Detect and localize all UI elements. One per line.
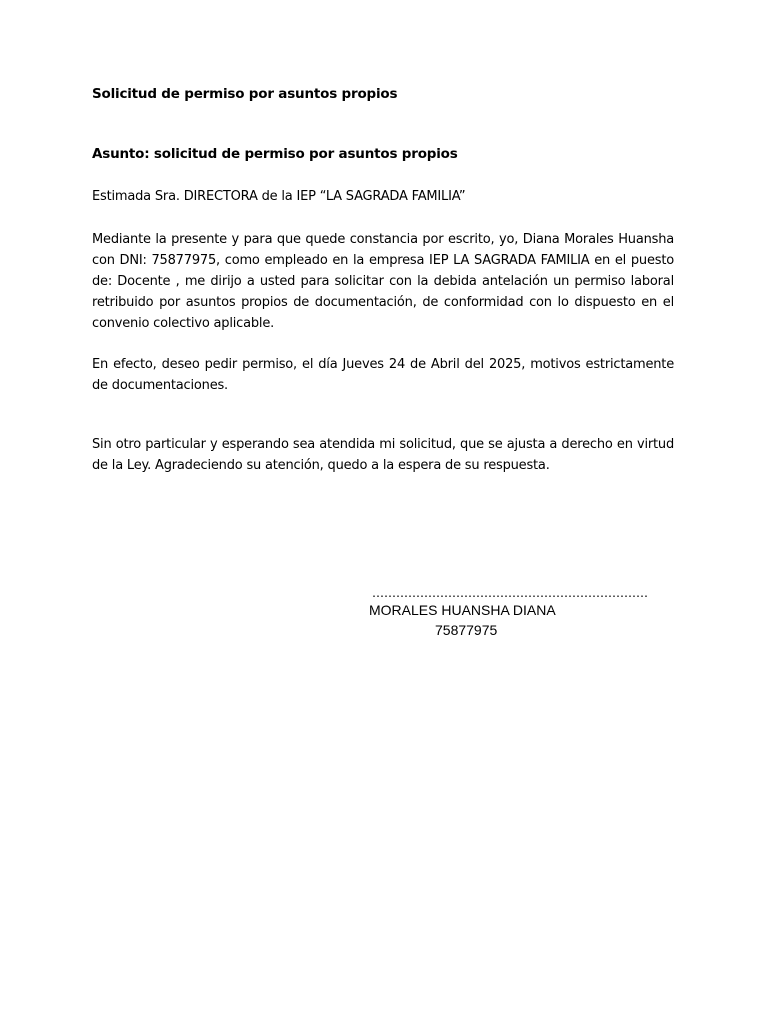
document-subject: Asunto: solicitud de permiso por asuntos propios <box>92 146 458 162</box>
signature-name: MORALES HUANSHA DIANA <box>369 602 556 618</box>
body-paragraph-request: Mediante la presente y para que quede constancia por escrito, yo, Diana Morales Huansha con DNI: 75877975, como empleado en la empresa IEP LA SAGRADA FAMILIA en el puesto de: Docente , me dirijo a usted para solicitar con la debida antelación un permiso laboral retribuido por asuntos propios de documentación, de conformidad con lo dispuesto en el convenio colectivo aplicable. <box>92 232 674 331</box>
signature-line: …………………………………………………………… <box>372 586 648 600</box>
signature-id-number: 75877975 <box>435 622 498 638</box>
greeting-line: Estimada Sra. DIRECTORA de la IEP “LA SAGRADA FAMILIA” <box>92 189 466 204</box>
body-paragraph-closing: Sin otro particular y esperando sea atendida mi solicitud, que se ajusta a derecho en virtud de la Ley. Agradeciendo su atención, quedo a la espera de su respuesta. <box>92 437 674 473</box>
document-title: Solicitud de permiso por asuntos propios <box>92 86 398 102</box>
body-paragraph-date: En efecto, deseo pedir permiso, el día Jueves 24 de Abril del 2025, motivos estrictamente de documentaciones. <box>92 357 674 393</box>
